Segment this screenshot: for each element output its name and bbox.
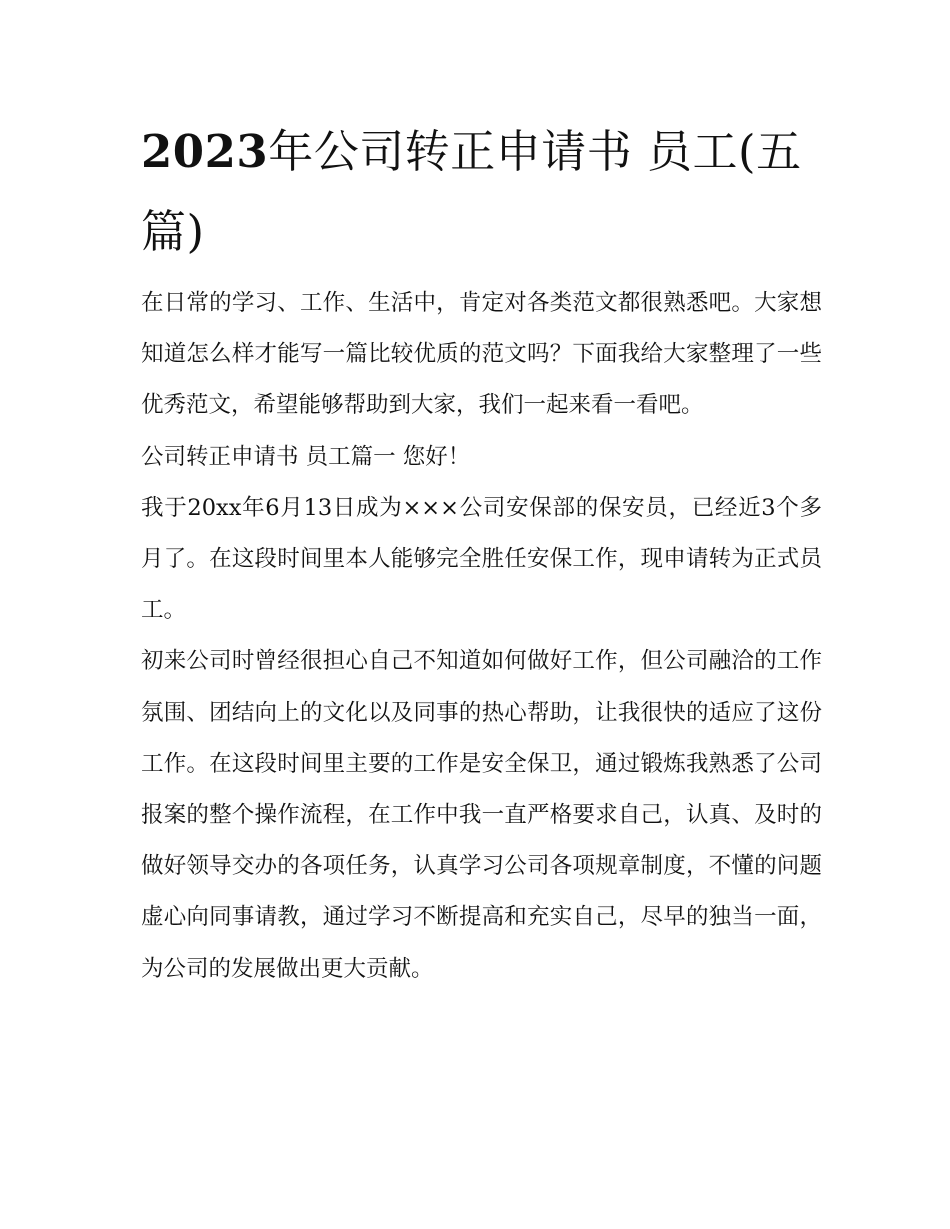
title-text: 年公司转正申请书 员工(五篇) [141,125,802,258]
body-paragraph: 我于20xx年6月13日成为×××公司安保部的保安员，已经近3个多月了。在这段时间里本人能够完全胜任安保工作，现申请转为正式员工。 [141,494,822,624]
section-heading-paragraph: 公司转正申请书 员工篇一 您好！ [141,443,471,470]
body-paragraph: 初来公司时曾经很担心自己不知道如何做好工作，但公司融洽的工作氛围、团结向上的文化以及同事的热心帮助，让我很快的适应了这份工作。在这段时间里主要的工作是安全保卫，通过锻炼我熟悉了公司报案的整个操作流程，在工作中我一直严格要求自己，认真、及时的做好领导交办的各项任务，认真学习公司各项规章制度，不懂的问题虚心向同事请教，通过学习不断提高和充实自己，尽早的独当一面，为公司的发展做出更大贡献。 [141,648,822,982]
title-year: 2023 [141,125,269,178]
document-body [141,278,822,995]
intro-paragraph: 在日常的学习、工作、生活中，肯定对各类范文都很熟悉吧。大家想知道怎么样才能写一篇比较优质的范文吗？下面我给大家整理了一些优秀范文，希望能够帮助到大家，我们一起来看一看吧。 [141,290,822,419]
document-title [141,112,822,272]
